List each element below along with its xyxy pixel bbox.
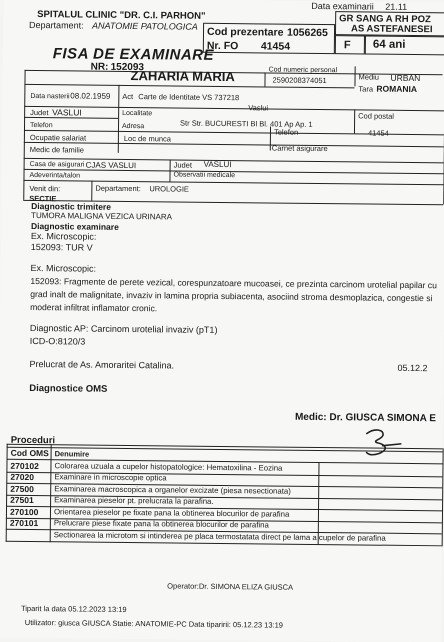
- birth-label: Data nasterii: [30, 92, 70, 101]
- doctor-name: Medic: Dr. GIUSCA SIMONA E: [294, 411, 436, 425]
- micro-text-line-2: grad inalt de malignitate, invaziv in lamina propria subiacenta, asociind stroma desmoplazica, congestie si: [30, 288, 433, 304]
- micro-text-line-1: 152093: Fragmente de perete vezical, corespunzatoare mucoasei, ce prezinta carcinom urotelial papilar cu: [30, 275, 437, 291]
- grid-line: [118, 107, 119, 153]
- micro-short: 152093: TUR V: [30, 241, 93, 253]
- referral-note-label: Adeverinta/talon: [29, 171, 81, 180]
- presentation-code: 1056265: [286, 26, 328, 40]
- col-name-header: Denumire: [54, 449, 90, 459]
- cnp-label: Cod numeric personal: [268, 66, 338, 75]
- procedure-code: 270101: [9, 517, 39, 529]
- procedure-name: Examinare in microscopie optica: [54, 472, 167, 483]
- procedures-title: Proceduri: [10, 434, 56, 447]
- user-line: Utilizator: giusca GIUSCA Statie: ANATOMIE-PC Data tiparirii: 05.12.23 13:19: [24, 617, 284, 630]
- grid-line: [91, 181, 92, 201]
- insurance-card-label: Carnet asigurare: [271, 143, 328, 154]
- locality-value: Vaslui: [248, 103, 269, 113]
- occupation-value: salariat: [61, 133, 87, 143]
- icd-o-code: ICD-O:8120/3: [29, 335, 86, 347]
- procedure-code: 27020: [10, 471, 35, 483]
- sex-value: F: [343, 39, 351, 52]
- procedure-name: Examinarea pieselor pt. prelucrata la parafina.: [54, 495, 214, 506]
- family-doctor-label: Medic de familie: [29, 144, 85, 155]
- ap-diagnosis: Diagnostic AP: Carcinom urotelial invaziv (pT1): [29, 322, 218, 335]
- procedure-name: Prelucrare piese fixate pana la obtinerea blocurilor de parafina: [53, 518, 269, 530]
- patient-name: ZAHARIA MARIA: [130, 68, 235, 85]
- address-label: Adresa: [121, 122, 145, 131]
- operator: Operator:Dr. SIMONA ELIZA GIUSCA: [167, 581, 294, 592]
- address-value: Str Str. BUCURESTI Bl Bl. 401 Ap Ap. 1: [180, 118, 313, 129]
- micro-text-line-3: moderat infiltrat inflamator cronic.: [30, 301, 158, 314]
- exam-date-value: 21.11: [385, 1, 408, 12]
- processed-date: 05.12.2: [397, 362, 428, 374]
- id-doc-label: Act: [122, 91, 134, 102]
- oms-diagnosis-label: Diagnostice OMS: [29, 382, 108, 395]
- form-title: FISA DE EXAMINARE: [52, 45, 215, 64]
- age-value: 64 ani: [372, 38, 406, 51]
- hospital-name: SPITALUL CLINIC "DR. C.I. PARHON": [37, 9, 206, 22]
- sending-diagnosis-label: Diagnostic trimitere: [31, 200, 112, 212]
- processed-by: Prelucrat de As. Amoraritei Catalina.: [29, 358, 175, 371]
- department-label: Departament:: [29, 19, 84, 31]
- procedure-code: 270102: [10, 460, 39, 471]
- county2-label: Judet: [173, 160, 193, 170]
- from-value: SECTIE: [29, 193, 57, 204]
- micro-label: Ex. Microscopic:: [30, 230, 97, 242]
- occupation-label: Ocupatie: [29, 132, 60, 143]
- env-value: URBAN: [390, 72, 421, 84]
- sending-diagnosis: TUMORA MALIGNA VEZICA URINARA: [31, 210, 173, 222]
- grid-line: [354, 109, 355, 133]
- county2-value: VASLUI: [203, 159, 232, 170]
- micro-label-2: Ex. Microscopic:: [30, 262, 97, 274]
- county-value: VASLUI: [52, 107, 82, 118]
- insurance-house-header: AS ASTEFANESEI: [350, 23, 433, 36]
- locality-label: Localitate: [122, 109, 153, 118]
- cnp-value: 2590208374051: [272, 75, 327, 86]
- department-value: ANATOMIE PATOLOGICA: [92, 20, 198, 32]
- presentation-code-label: Cod prezentare: [206, 25, 284, 39]
- fo-repeat-value: 41454: [367, 128, 389, 138]
- country-label: Tara: [358, 84, 374, 94]
- grid-line: [354, 66, 355, 86]
- phone-label: Telefon: [29, 121, 53, 130]
- ref-department-label: Departament:: [95, 183, 141, 194]
- procedure-name: Examinarea macroscopica a organelor excizate (piesa nesectionata): [54, 483, 291, 496]
- print-date: Tiparit la data 05.12.2023 13:19: [20, 603, 127, 615]
- ref-department-value: UROLOGIE: [149, 184, 190, 194]
- birth-value: 08.02.1959: [70, 91, 111, 101]
- grid-line: [24, 117, 118, 119]
- env-label: Mediu: [358, 72, 380, 82]
- form-nr-value: 152093: [110, 61, 145, 74]
- workplace-label: Loc de munca: [123, 133, 172, 144]
- exam-diagnosis-label: Diagnostic examinare: [30, 220, 119, 232]
- procedure-name: Sectionarea la microtom si intinderea pe placa termostatata direct pe lama a cupelor de parafina: [53, 529, 386, 543]
- grid-line: [118, 85, 119, 107]
- blood-group: GR SANG A RH POZ: [339, 13, 431, 26]
- table-line: [442, 448, 444, 546]
- phone2-label: Telefon: [273, 127, 299, 137]
- fo-label: Nr. FO: [206, 39, 239, 53]
- grid-line: [264, 72, 265, 86]
- grid-line: [23, 180, 443, 185]
- procedure-name: Orientarea pieselor pe fixate pana la obtinerea blocurilor de parafina: [53, 506, 290, 519]
- exam-date-label: Data examinarii: [311, 0, 374, 12]
- country-value: ROMANIA: [376, 83, 418, 95]
- table-line: [6, 444, 8, 542]
- insurance-house-value: CJAS VASLUI: [85, 160, 137, 171]
- procedure-code: 27500: [10, 483, 34, 494]
- grid-line: [24, 142, 444, 147]
- insurance-house-label: Casa de asigurari: [29, 160, 85, 169]
- procedure-name: Colorarea uzuala a cupelor histopatologice: Hematoxilina - Eozina: [54, 460, 283, 473]
- procedure-code: 27501: [10, 494, 34, 506]
- id-doc-value: Carte de Identitate VS 737218: [138, 92, 240, 103]
- handwritten-signature: [361, 425, 405, 459]
- form-nr-label: NR:: [90, 61, 109, 73]
- county-label: Judet: [30, 107, 49, 118]
- from-label: Venit din:: [29, 183, 61, 194]
- col-code-header: Cod OMS: [10, 447, 49, 459]
- medical-notes-label: Observatii medicale: [173, 171, 236, 180]
- table-line: [50, 444, 52, 542]
- postal-label: Cod postal: [358, 111, 395, 121]
- fo-value: 41454: [260, 40, 291, 53]
- procedure-code: 270100: [9, 506, 39, 517]
